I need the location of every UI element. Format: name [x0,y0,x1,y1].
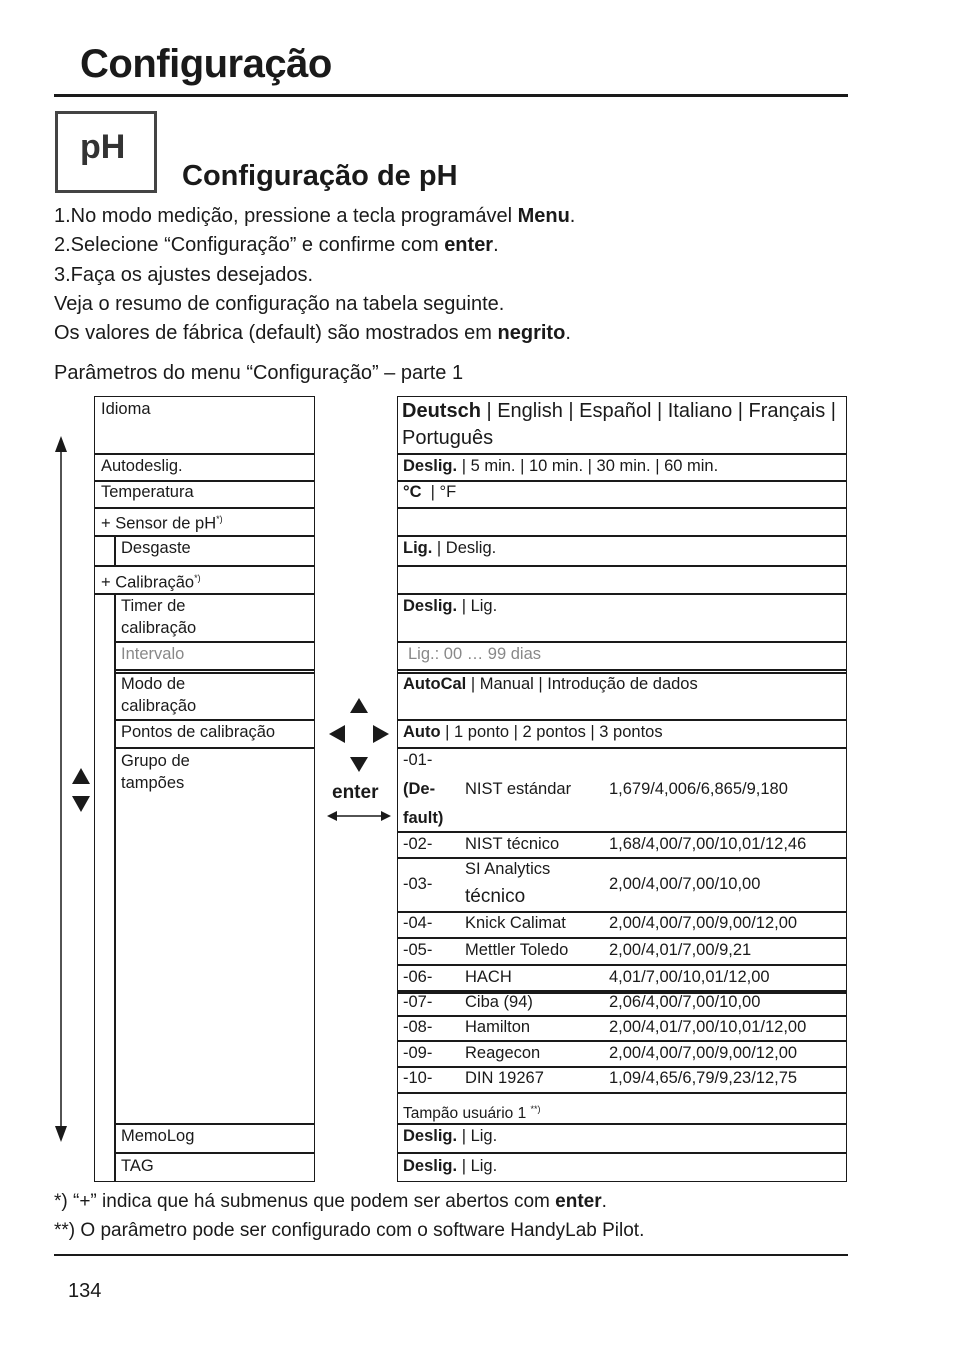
value-tag: Deslig. | Lig. [403,1157,498,1175]
buffer-03-name-1: SI Analytics [465,860,551,878]
param-grupo-tampoes: Grupo de tampões [121,752,190,792]
buffer-05-values: 2,00/4,01/7,00/9,21 [609,941,752,959]
section-subtitle: Configuração de pH [182,160,458,192]
vertical-scroll-arrow-icon [50,436,72,1142]
buffer-07-values: 2,06/4,00/7,00/10,00 [609,993,761,1011]
step-3: 3.Faça os ajustes desejados. [54,263,314,286]
param-calibracao: + Calibração*) [101,573,201,592]
instruction-list [54,202,575,348]
buffer-04-values: 2,00/4,00/7,00/9,00/12,00 [609,914,798,932]
param-temperatura: Temperatura [101,483,194,501]
buffer-08-num: -08- [403,1018,433,1036]
value-modo: AutoCal | Manual | Introdução de dados [403,675,698,693]
buffer-01-default-2: fault) [403,809,444,827]
param-sensor-ph: + Sensor de pH*) [101,514,223,533]
buffer-06-num: -06- [403,968,433,986]
step-2: 2.Selecione “Configuração” e confirme com enter. [54,234,499,257]
value-idioma: Deutsch | English | Español | Italiano | Français | Português [402,400,836,449]
buffer-07-name: Ciba (94) [465,993,533,1011]
param-desgaste: Desgaste [121,539,191,557]
step-note-1: Veja o resumo de configuração na tabela seguinte. [54,292,505,315]
buffer-04-num: -04- [403,914,433,932]
ph-badge [55,111,157,193]
param-modo-calibracao: Modo de calibração [121,675,197,715]
page-title: Configuração [80,42,332,86]
value-temperatura: °C | °F [403,483,457,501]
value-desgaste: Lig. | Deslig. [403,539,497,557]
page-number: 134 [68,1280,102,1302]
buffer-01-num: -01- [403,751,433,769]
title-rule [54,94,848,97]
buffer-08-name: Hamilton [465,1018,531,1036]
value-tampao-usuario: Tampão usuário 1 **) [403,1104,541,1123]
buffer-09-num: -09- [403,1044,433,1062]
buffer-01-values: 1,679/4,006/6,865/9,180 [609,780,788,798]
buffer-03-num: -03- [403,875,433,893]
value-intervalo: Lig.: 00 … 99 dias [408,645,541,663]
buffer-04-name: Knick Calimat [465,914,566,932]
buffer-10-values: 1,09/4,65/6,79/9,23/12,75 [609,1069,798,1087]
param-intervalo: Intervalo [121,645,185,663]
param-tag: TAG [121,1157,154,1175]
param-pontos-calibracao: Pontos de calibração [121,723,276,741]
buffer-02-values: 1,68/4,00/7,00/10,01/12,46 [609,835,807,853]
buffer-07-num: -07- [403,993,433,1011]
ph-badge-label: pH [80,128,126,166]
direction-keys-icon [327,696,391,774]
enter-label: enter [332,782,379,803]
table-caption: Parâmetros do menu “Configuração” – parte 1 [54,362,464,384]
buffer-03-values: 2,00/4,00/7,00/10,00 [609,875,761,893]
buffer-01-name: NIST estándar [465,780,572,798]
param-idioma: Idioma [101,400,151,418]
buffer-09-name: Reagecon [465,1044,541,1062]
buffer-10-num: -10- [403,1069,433,1087]
footnote-1: *) “+” indica que há submenus que podem ser abertos com enter. [54,1191,607,1212]
step-1: 1.No modo medição, pressione a tecla programável Menu. [54,205,576,227]
value-pontos: Auto | 1 ponto | 2 pontos | 3 pontos [403,723,663,741]
buffer-02-name: NIST técnico [465,835,560,853]
param-autodeslig: Autodeslig. [101,457,183,475]
buffer-02-num: -02- [403,835,433,853]
param-timer-calibracao: Timer de calibração [121,597,197,637]
footer-rule [54,1254,848,1256]
param-memolog: MemoLog [121,1127,195,1145]
buffer-03-name-2: técnico [465,886,526,907]
value-memolog: Deslig. | Lig. [403,1127,498,1145]
buffer-06-values: 4,01/7,00/10,01/12,00 [609,968,770,986]
buffer-10-name: DIN 19267 [465,1069,544,1087]
step-note-2: Os valores de fábrica (default) são mostrados em negrito. [54,322,571,345]
footnote-2: **) O parâmetro pode ser configurado com o software HandyLab Pilot. [54,1220,645,1241]
buffer-05-num: -05- [403,941,433,959]
buffer-09-values: 2,00/4,00/7,00/9,00/12,00 [609,1044,798,1062]
buffer-01-default-1: (De- [403,780,436,798]
double-arrow-icon [327,808,391,824]
buffer-08-values: 2,00/4,01/7,00/10,01/12,00 [609,1018,807,1036]
value-autodeslig: Deslig. | 5 min. | 10 min. | 30 min. | 60 min. [403,457,719,475]
buffer-06-name: HACH [465,968,512,986]
value-timer: Deslig. | Lig. [403,597,498,615]
up-down-arrows-icon [70,766,92,814]
buffer-05-name: Mettler Toledo [465,941,569,959]
